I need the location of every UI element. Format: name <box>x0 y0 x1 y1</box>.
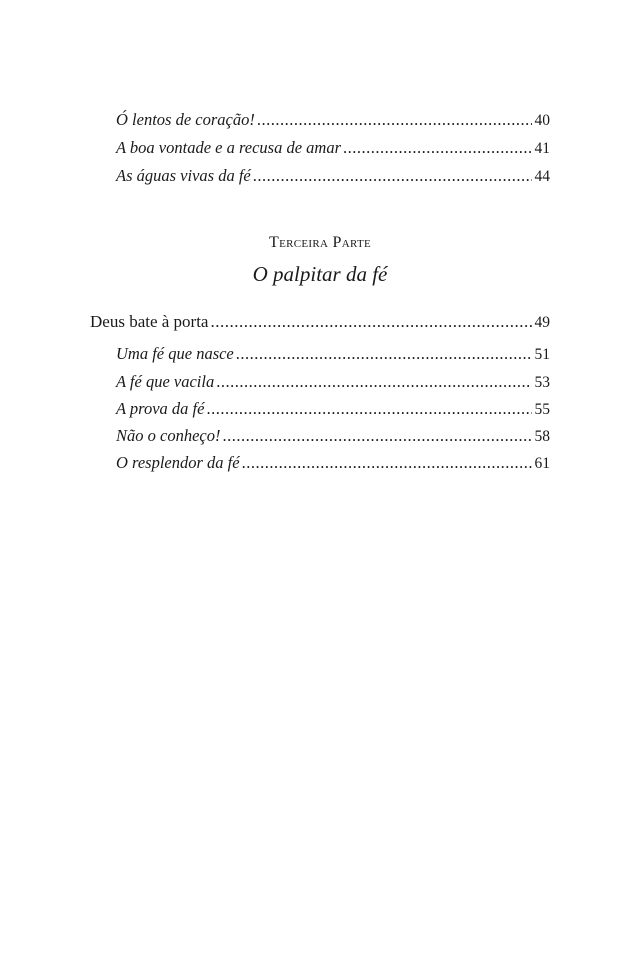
toc-entry-page: 51 <box>534 346 550 363</box>
toc-entry-page: 41 <box>534 140 550 157</box>
toc-entry-title: Deus bate à porta <box>90 312 209 331</box>
toc-entry <box>116 110 550 131</box>
toc-chapter-entry <box>90 312 550 333</box>
toc-entry <box>116 372 550 393</box>
toc-entry <box>116 344 550 365</box>
toc-entry-title: A boa vontade e a recusa de amar <box>116 138 341 157</box>
toc-entry-page: 55 <box>534 401 550 418</box>
toc-entry <box>116 453 550 474</box>
toc-entry <box>116 426 550 447</box>
toc-leader-dots <box>222 426 531 446</box>
toc-entry-title: O resplendor da fé <box>116 453 240 472</box>
toc-entry <box>116 399 550 420</box>
toc-leader-dots <box>242 453 532 473</box>
toc-entry-page: 58 <box>534 428 550 445</box>
toc-leader-dots <box>210 312 531 332</box>
toc-entry-title: As águas vivas da fé <box>116 166 251 185</box>
toc-entry-page: 49 <box>534 314 550 331</box>
toc-entry-page: 44 <box>534 168 550 185</box>
toc-entry-page: 40 <box>534 112 550 129</box>
toc-entry-title: A fé que vacila <box>116 372 215 391</box>
toc-leader-dots <box>236 344 532 364</box>
toc-leader-dots <box>253 166 532 186</box>
toc-entry-title: Não o conheço! <box>116 426 221 445</box>
part-title: O palpitar da fé <box>252 262 388 286</box>
toc-leader-dots <box>257 110 532 130</box>
toc-entry <box>116 138 550 159</box>
toc-entry <box>116 166 550 187</box>
toc-entry-title: Ó lentos de coração! <box>116 110 255 129</box>
toc-entry-page: 53 <box>534 374 550 391</box>
toc-entry-page: 61 <box>534 455 550 472</box>
toc-entry-title: A prova da fé <box>116 399 205 418</box>
toc-leader-dots <box>216 372 531 392</box>
toc-entry-title: Uma fé que nasce <box>116 344 234 363</box>
toc-leader-dots <box>206 399 531 419</box>
part-label: Terceira Parte <box>269 234 371 251</box>
toc-leader-dots <box>343 138 532 158</box>
